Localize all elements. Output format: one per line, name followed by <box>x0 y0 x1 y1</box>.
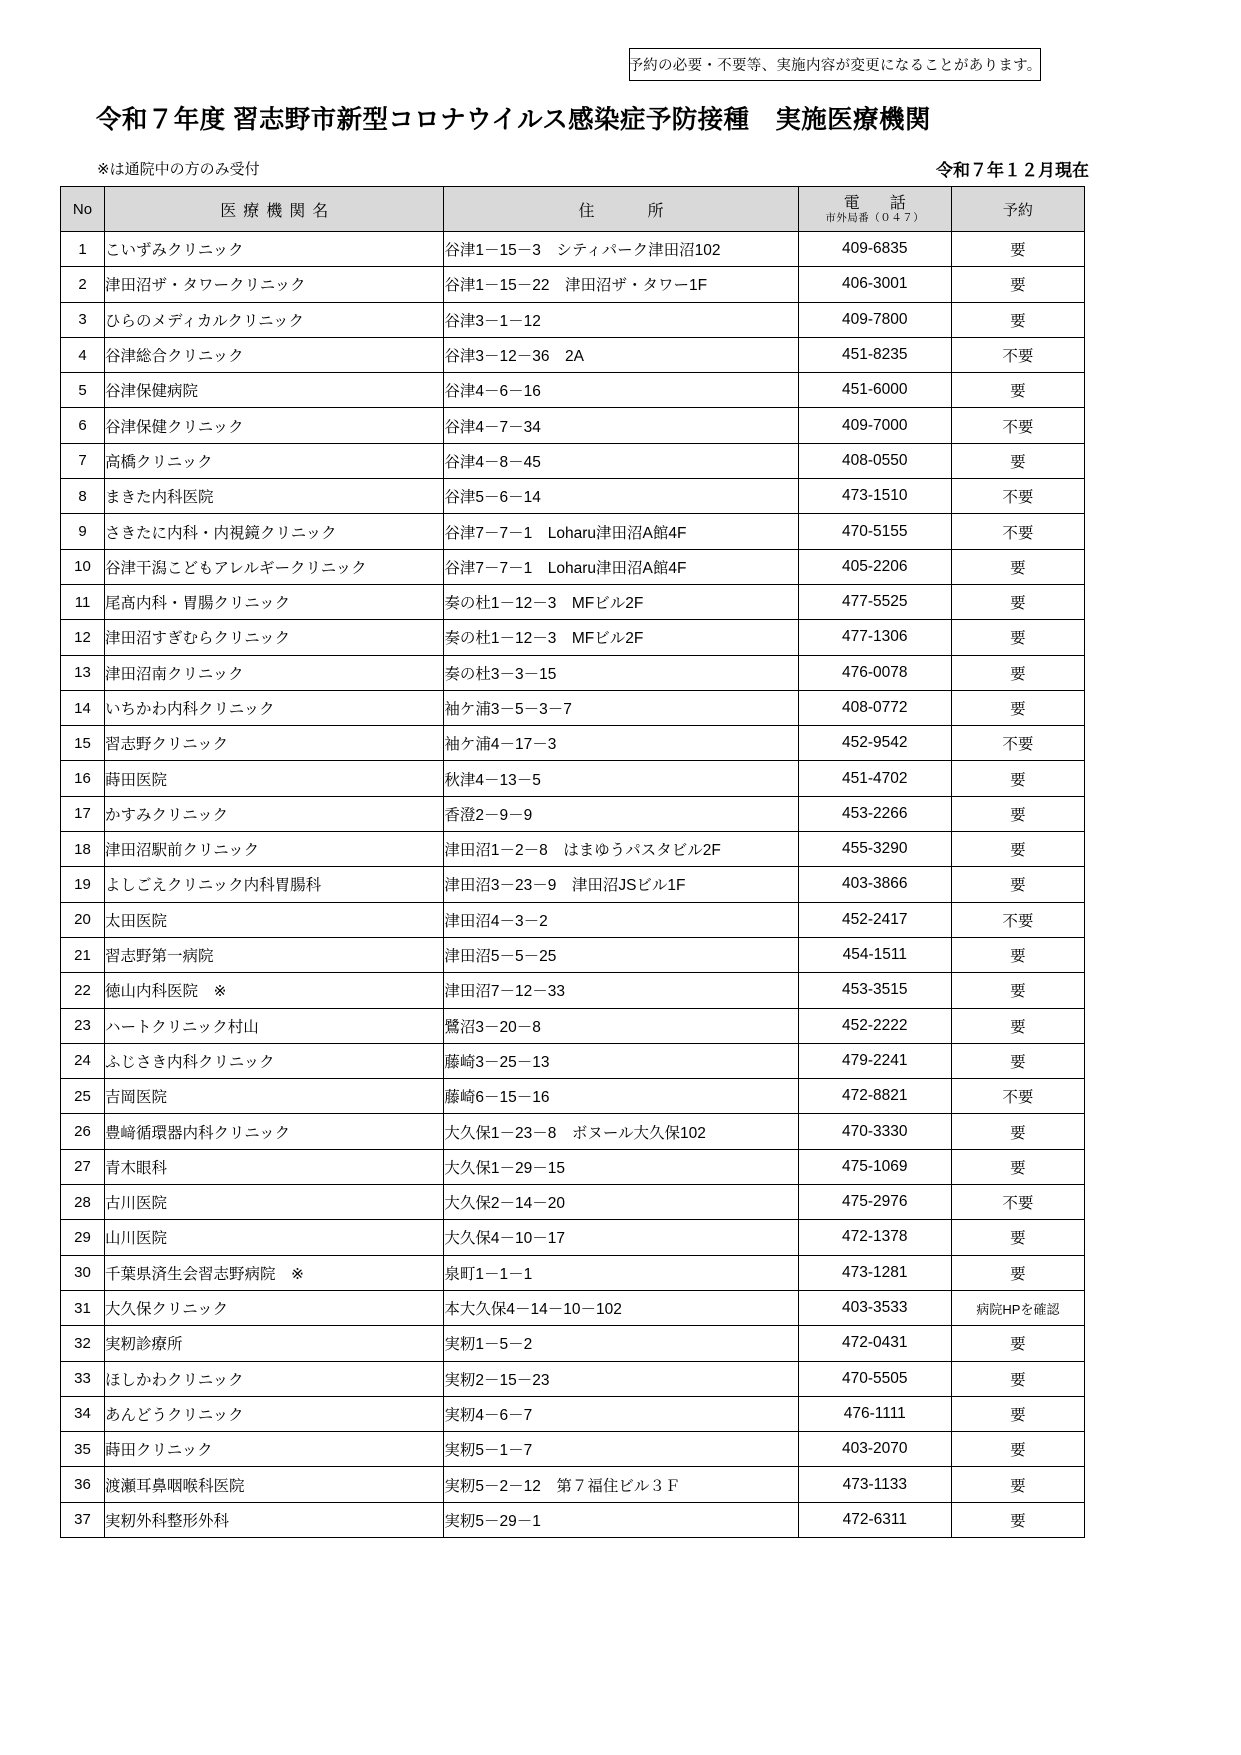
table-row <box>61 1079 1085 1114</box>
medical-institutions-table-wrap <box>60 186 1085 1538</box>
cell-address: 秋津4－13－5 <box>444 761 798 796</box>
cell-no: 6 <box>61 408 105 443</box>
cell-tel: 473-1133 <box>798 1467 951 1502</box>
cell-address: 奏の杜3－3－15 <box>444 655 798 690</box>
cell-name: 古川医院 <box>105 1185 444 1220</box>
cell-tel: 452-9542 <box>798 726 951 761</box>
cell-reservation: 要 <box>951 302 1084 337</box>
cell-address: 大久保1－29－15 <box>444 1149 798 1184</box>
cell-reservation: 不要 <box>951 902 1084 937</box>
cell-tel: 470-5505 <box>798 1361 951 1396</box>
cell-address: 実籾4－6－7 <box>444 1396 798 1431</box>
cell-no: 12 <box>61 620 105 655</box>
cell-name: 津田沼すぎむらクリニック <box>105 620 444 655</box>
table-row <box>61 1255 1085 1290</box>
table-row <box>61 1114 1085 1149</box>
cell-address: 谷津1－15－3 シティパーク津田沼102 <box>444 232 798 267</box>
cell-name: 津田沼駅前クリニック <box>105 832 444 867</box>
cell-reservation: 要 <box>951 1502 1084 1537</box>
cell-no: 20 <box>61 902 105 937</box>
cell-address: 谷津4－7－34 <box>444 408 798 443</box>
cell-no: 27 <box>61 1149 105 1184</box>
table-header-row <box>61 187 1085 232</box>
cell-reservation: 不要 <box>951 726 1084 761</box>
cell-no: 19 <box>61 867 105 902</box>
cell-no: 32 <box>61 1326 105 1361</box>
cell-no: 26 <box>61 1114 105 1149</box>
cell-tel: 406-3001 <box>798 267 951 302</box>
cell-tel: 476-0078 <box>798 655 951 690</box>
cell-reservation: 要 <box>951 1396 1084 1431</box>
table-row <box>61 1008 1085 1043</box>
cell-name: 徳山内科医院 ※ <box>105 973 444 1008</box>
cell-reservation: 要 <box>951 867 1084 902</box>
cell-name: 高橋クリニック <box>105 443 444 478</box>
column-header-address: 住 所 <box>444 187 798 232</box>
cell-address: 香澄2－9－9 <box>444 796 798 831</box>
cell-tel: 403-3866 <box>798 867 951 902</box>
cell-tel: 403-3533 <box>798 1290 951 1325</box>
cell-address: 実籾5－29－1 <box>444 1502 798 1537</box>
cell-no: 37 <box>61 1502 105 1537</box>
column-header-name: 医療機関名 <box>105 187 444 232</box>
table-body <box>61 232 1085 1538</box>
cell-address: 実籾2－15－23 <box>444 1361 798 1396</box>
cell-address: 津田沼5－5－25 <box>444 937 798 972</box>
cell-name: 吉岡医院 <box>105 1079 444 1114</box>
cell-name: ハートクリニック村山 <box>105 1008 444 1043</box>
table-row <box>61 867 1085 902</box>
table-row <box>61 1290 1085 1325</box>
medical-institutions-table <box>60 186 1085 1538</box>
cell-reservation: 要 <box>951 1114 1084 1149</box>
cell-tel: 470-3330 <box>798 1114 951 1149</box>
cell-reservation: 要 <box>951 443 1084 478</box>
cell-reservation: 不要 <box>951 479 1084 514</box>
cell-reservation: 要 <box>951 761 1084 796</box>
table-row <box>61 1361 1085 1396</box>
cell-name: ひらのメディカルクリニック <box>105 302 444 337</box>
notice-text: 予約の必要・不要等、実施内容が変更になることがあります。 <box>628 58 1042 74</box>
cell-tel: 451-6000 <box>798 373 951 408</box>
cell-name: まきた内科医院 <box>105 479 444 514</box>
cell-address: 谷津7－7－1 Loharu津田沼A館4F <box>444 514 798 549</box>
cell-no: 11 <box>61 584 105 619</box>
cell-no: 31 <box>61 1290 105 1325</box>
column-header-no: No <box>61 187 105 232</box>
cell-name: さきたに内科・内視鏡クリニック <box>105 514 444 549</box>
cell-address: 藤崎3－25－13 <box>444 1043 798 1078</box>
cell-address: 谷津3－12－36 2A <box>444 337 798 372</box>
table-row <box>61 1432 1085 1467</box>
cell-address: 奏の杜1－12－3 MFビル2F <box>444 584 798 619</box>
cell-address: 津田沼4－3－2 <box>444 902 798 937</box>
cell-no: 1 <box>61 232 105 267</box>
cell-no: 16 <box>61 761 105 796</box>
cell-address: 実籾5－2－12 第７福住ビル３Ｆ <box>444 1467 798 1502</box>
cell-reservation: 不要 <box>951 1185 1084 1220</box>
table-row <box>61 514 1085 549</box>
cell-no: 36 <box>61 1467 105 1502</box>
cell-reservation: 要 <box>951 1149 1084 1184</box>
cell-tel: 479-2241 <box>798 1043 951 1078</box>
cell-name: 谷津総合クリニック <box>105 337 444 372</box>
cell-name: よしごえクリニック内科胃腸科 <box>105 867 444 902</box>
cell-address: 大久保2－14－20 <box>444 1185 798 1220</box>
cell-reservation: 病院HPを確認 <box>951 1290 1084 1325</box>
table-row <box>61 1185 1085 1220</box>
table-row <box>61 1220 1085 1255</box>
cell-address: 奏の杜1－12－3 MFビル2F <box>444 620 798 655</box>
cell-reservation: 不要 <box>951 337 1084 372</box>
table-row <box>61 902 1085 937</box>
cell-reservation: 要 <box>951 1220 1084 1255</box>
cell-name: 蒔田クリニック <box>105 1432 444 1467</box>
cell-reservation: 要 <box>951 549 1084 584</box>
cell-name: 蒔田医院 <box>105 761 444 796</box>
cell-address: 谷津1－15－22 津田沼ザ・タワー1F <box>444 267 798 302</box>
cell-no: 21 <box>61 937 105 972</box>
cell-address: 谷津5－6－14 <box>444 479 798 514</box>
cell-name: 山川医院 <box>105 1220 444 1255</box>
cell-address: 実籾5－1－7 <box>444 1432 798 1467</box>
cell-no: 25 <box>61 1079 105 1114</box>
cell-no: 28 <box>61 1185 105 1220</box>
cell-name: 津田沼南クリニック <box>105 655 444 690</box>
table-row <box>61 267 1085 302</box>
table-row <box>61 1043 1085 1078</box>
cell-tel: 472-8821 <box>798 1079 951 1114</box>
table-row <box>61 1502 1085 1537</box>
cell-name: ほしかわクリニック <box>105 1361 444 1396</box>
cell-address: 藤崎6－15－16 <box>444 1079 798 1114</box>
cell-reservation: 不要 <box>951 408 1084 443</box>
table-row <box>61 796 1085 831</box>
cell-name: ふじさき内科クリニック <box>105 1043 444 1078</box>
cell-reservation: 要 <box>951 1008 1084 1043</box>
cell-no: 10 <box>61 549 105 584</box>
table-row <box>61 1396 1085 1431</box>
cell-reservation: 要 <box>951 1361 1084 1396</box>
cell-tel: 452-2222 <box>798 1008 951 1043</box>
cell-name: 谷津干潟こどもアレルギークリニック <box>105 549 444 584</box>
cell-no: 24 <box>61 1043 105 1078</box>
cell-reservation: 不要 <box>951 1079 1084 1114</box>
cell-name: 大久保クリニック <box>105 1290 444 1325</box>
column-header-tel <box>798 187 951 232</box>
cell-tel: 454-1511 <box>798 937 951 972</box>
as-of-date: 令和７年１２月現在 <box>936 161 1089 180</box>
table-row <box>61 690 1085 725</box>
table-row <box>61 761 1085 796</box>
cell-name: 谷津保健クリニック <box>105 408 444 443</box>
cell-name: 谷津保健病院 <box>105 373 444 408</box>
cell-tel: 476-1111 <box>798 1396 951 1431</box>
cell-no: 33 <box>61 1361 105 1396</box>
cell-name: 実籾外科整形外科 <box>105 1502 444 1537</box>
cell-no: 17 <box>61 796 105 831</box>
cell-address: 大久保4－10－17 <box>444 1220 798 1255</box>
table-row <box>61 973 1085 1008</box>
cell-name: 渡瀬耳鼻咽喉科医院 <box>105 1467 444 1502</box>
cell-no: 4 <box>61 337 105 372</box>
cell-tel: 409-6835 <box>798 232 951 267</box>
page-title: 令和７年度 習志野市新型コロナウイルス感染症予防接種 実施医療機関 <box>96 106 931 134</box>
cell-address: 谷津3－1－12 <box>444 302 798 337</box>
cell-address: 泉町1－1－1 <box>444 1255 798 1290</box>
cell-tel: 403-2070 <box>798 1432 951 1467</box>
table-row <box>61 620 1085 655</box>
cell-tel: 453-2266 <box>798 796 951 831</box>
cell-no: 35 <box>61 1432 105 1467</box>
cell-name: 青木眼科 <box>105 1149 444 1184</box>
cell-name: 太田医院 <box>105 902 444 937</box>
cell-name: かすみクリニック <box>105 796 444 831</box>
table-row <box>61 373 1085 408</box>
cell-reservation: 要 <box>951 1432 1084 1467</box>
table-row <box>61 726 1085 761</box>
cell-no: 23 <box>61 1008 105 1043</box>
cell-tel: 453-3515 <box>798 973 951 1008</box>
cell-address: 大久保1－23－8 ボヌール大久保102 <box>444 1114 798 1149</box>
cell-no: 5 <box>61 373 105 408</box>
cell-reservation: 要 <box>951 973 1084 1008</box>
cell-tel: 409-7000 <box>798 408 951 443</box>
cell-no: 15 <box>61 726 105 761</box>
cell-reservation: 要 <box>951 937 1084 972</box>
asterisk-note: ※は通院中の方のみ受付 <box>97 161 260 178</box>
cell-reservation: 要 <box>951 267 1084 302</box>
cell-tel: 472-0431 <box>798 1326 951 1361</box>
table-row <box>61 443 1085 478</box>
cell-tel: 475-2976 <box>798 1185 951 1220</box>
cell-tel: 452-2417 <box>798 902 951 937</box>
cell-name: こいずみクリニック <box>105 232 444 267</box>
cell-tel: 473-1510 <box>798 479 951 514</box>
cell-reservation: 要 <box>951 620 1084 655</box>
cell-name: 津田沼ザ・タワークリニック <box>105 267 444 302</box>
column-header-tel-label: 電 話 <box>843 194 913 212</box>
cell-no: 7 <box>61 443 105 478</box>
table-header <box>61 187 1085 232</box>
cell-tel: 472-1378 <box>798 1220 951 1255</box>
cell-address: 津田沼7－12－33 <box>444 973 798 1008</box>
table-row <box>61 549 1085 584</box>
table-row <box>61 832 1085 867</box>
table-row <box>61 337 1085 372</box>
cell-tel: 451-8235 <box>798 337 951 372</box>
cell-reservation: 要 <box>951 1043 1084 1078</box>
cell-no: 2 <box>61 267 105 302</box>
cell-name: 尾髙内科・胃腸クリニック <box>105 584 444 619</box>
cell-address: 本大久保4－14－10－102 <box>444 1290 798 1325</box>
cell-tel: 472-6311 <box>798 1502 951 1537</box>
cell-reservation: 要 <box>951 690 1084 725</box>
table-row <box>61 1149 1085 1184</box>
cell-reservation: 要 <box>951 1255 1084 1290</box>
cell-reservation: 要 <box>951 373 1084 408</box>
cell-address: 谷津4－8－45 <box>444 443 798 478</box>
cell-reservation: 要 <box>951 232 1084 267</box>
cell-address: 谷津7－7－1 Loharu津田沼A館4F <box>444 549 798 584</box>
cell-no: 22 <box>61 973 105 1008</box>
column-header-tel-areacode: 市外局番（０４７） <box>825 212 925 225</box>
cell-tel: 451-4702 <box>798 761 951 796</box>
cell-no: 29 <box>61 1220 105 1255</box>
cell-reservation: 要 <box>951 1326 1084 1361</box>
cell-reservation: 要 <box>951 584 1084 619</box>
cell-address: 袖ケ浦3－5－3－7 <box>444 690 798 725</box>
cell-tel: 473-1281 <box>798 1255 951 1290</box>
cell-reservation: 要 <box>951 655 1084 690</box>
table-row <box>61 232 1085 267</box>
cell-address: 谷津4－6－16 <box>444 373 798 408</box>
cell-reservation: 要 <box>951 796 1084 831</box>
cell-address: 津田沼3－23－9 津田沼JSビル1F <box>444 867 798 902</box>
cell-address: 津田沼1－2－8 はまゆうパスタビル2F <box>444 832 798 867</box>
cell-tel: 477-5525 <box>798 584 951 619</box>
cell-name: 実籾診療所 <box>105 1326 444 1361</box>
cell-no: 3 <box>61 302 105 337</box>
cell-no: 8 <box>61 479 105 514</box>
cell-no: 18 <box>61 832 105 867</box>
cell-name: 習志野第一病院 <box>105 937 444 972</box>
cell-name: いちかわ内科クリニック <box>105 690 444 725</box>
cell-reservation: 不要 <box>951 514 1084 549</box>
cell-tel: 408-0550 <box>798 443 951 478</box>
column-header-reservation: 予約 <box>951 187 1084 232</box>
cell-address: 実籾1－5－2 <box>444 1326 798 1361</box>
table-row <box>61 937 1085 972</box>
cell-name: 豊﨑循環器内科クリニック <box>105 1114 444 1149</box>
table-row <box>61 479 1085 514</box>
table-row <box>61 655 1085 690</box>
cell-name: 千葉県済生会習志野病院 ※ <box>105 1255 444 1290</box>
cell-no: 13 <box>61 655 105 690</box>
cell-name: あんどうクリニック <box>105 1396 444 1431</box>
table-row <box>61 1467 1085 1502</box>
table-row <box>61 584 1085 619</box>
cell-tel: 477-1306 <box>798 620 951 655</box>
cell-no: 9 <box>61 514 105 549</box>
table-row <box>61 302 1085 337</box>
cell-name: 習志野クリニック <box>105 726 444 761</box>
cell-reservation: 要 <box>951 1467 1084 1502</box>
cell-tel: 475-1069 <box>798 1149 951 1184</box>
cell-tel: 408-0772 <box>798 690 951 725</box>
cell-tel: 455-3290 <box>798 832 951 867</box>
cell-tel: 470-5155 <box>798 514 951 549</box>
notice-box <box>629 48 1041 81</box>
cell-address: 袖ケ浦4－17－3 <box>444 726 798 761</box>
cell-no: 30 <box>61 1255 105 1290</box>
cell-reservation: 要 <box>951 832 1084 867</box>
cell-address: 鷺沼3－20－8 <box>444 1008 798 1043</box>
cell-no: 14 <box>61 690 105 725</box>
cell-tel: 405-2206 <box>798 549 951 584</box>
table-row <box>61 408 1085 443</box>
cell-tel: 409-7800 <box>798 302 951 337</box>
cell-no: 34 <box>61 1396 105 1431</box>
table-row <box>61 1326 1085 1361</box>
